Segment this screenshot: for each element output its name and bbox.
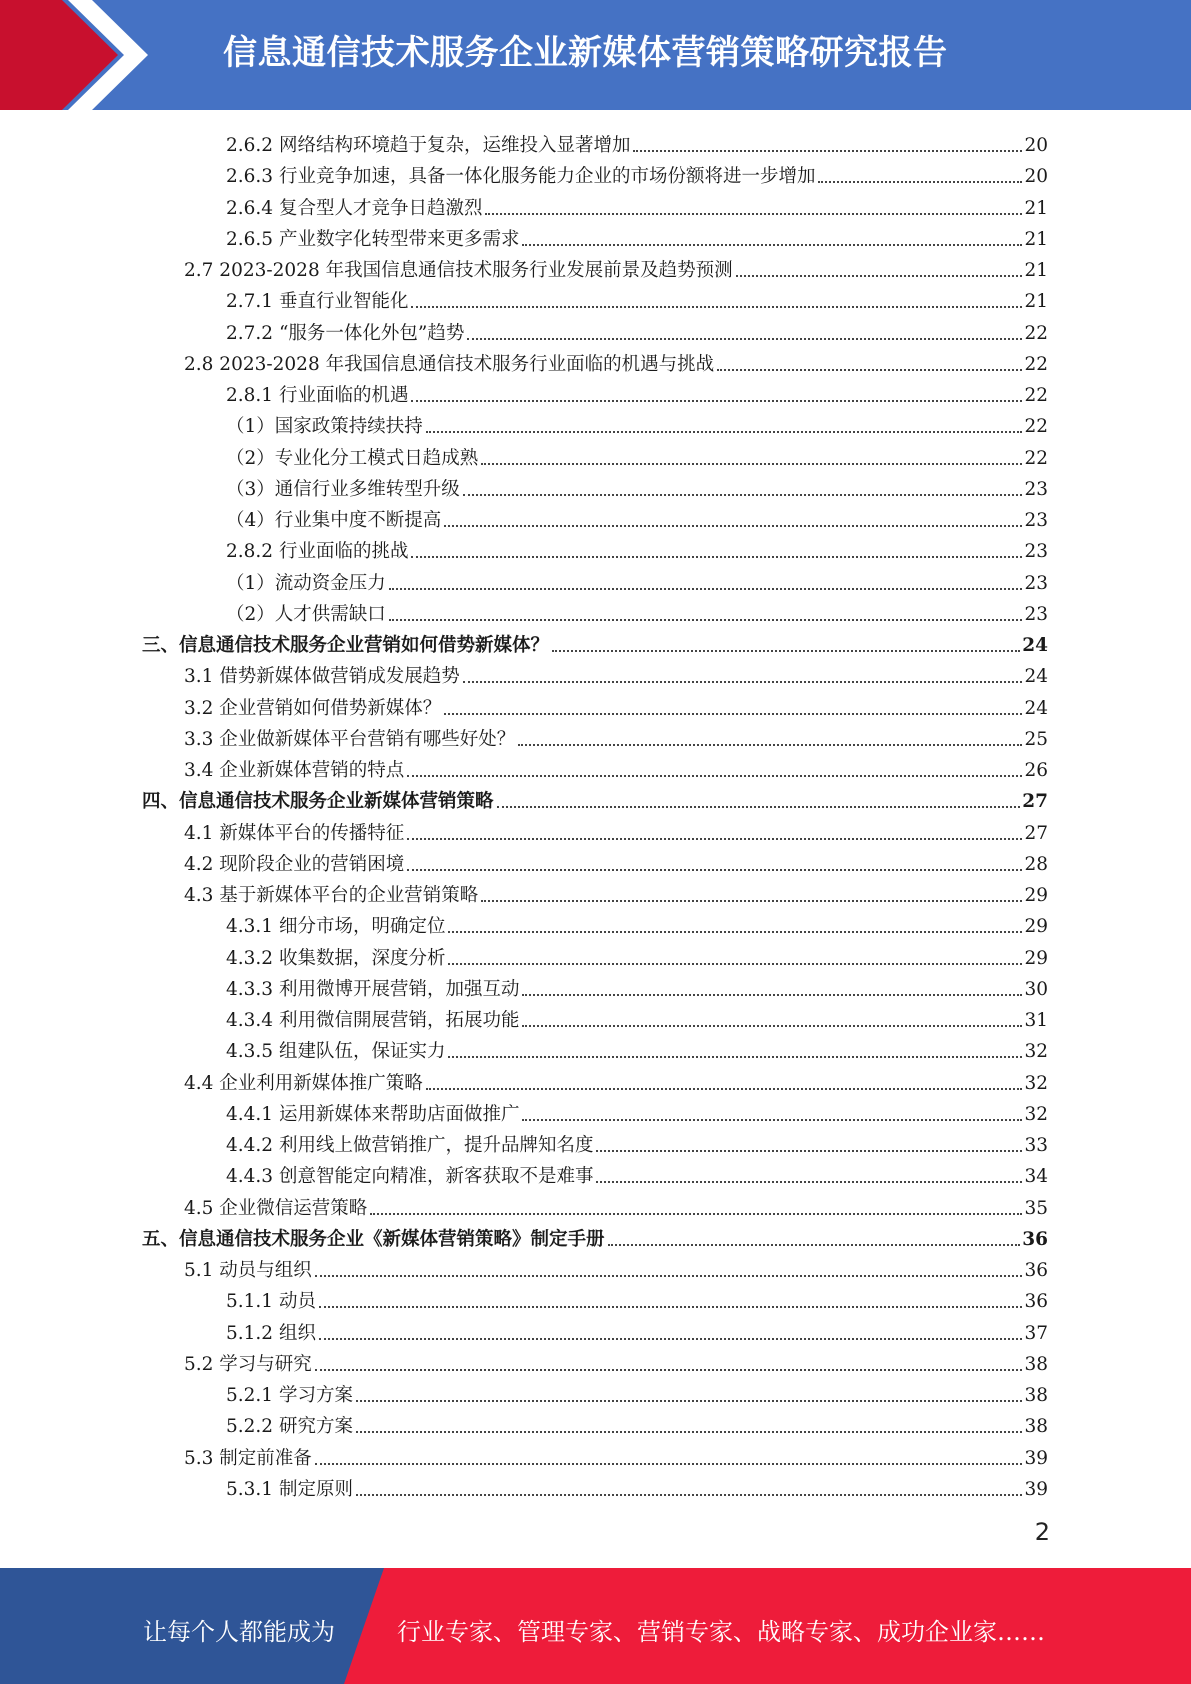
toc-entry-page: 22: [1024, 385, 1048, 406]
toc-entry-page: 23: [1024, 572, 1048, 594]
toc-entry-page: 32: [1024, 1072, 1048, 1094]
toc-entry[interactable]: [226, 596, 1048, 627]
toc-entry-title: 4.2 现阶段企业的营销困境: [184, 853, 405, 875]
footer-slogan-right: 行业专家、管理专家、营销专家、战略专家、成功企业家……: [397, 1618, 1045, 1646]
toc-entry[interactable]: [142, 783, 1048, 814]
toc-dot-leader: [319, 1338, 1023, 1340]
toc-entry[interactable]: [184, 658, 1048, 689]
toc-entry[interactable]: [184, 1190, 1048, 1221]
toc-dot-leader: [448, 1056, 1022, 1058]
toc-entry-page: 26: [1024, 760, 1048, 781]
toc-entry-title: 2.8.1 行业面临的机遇: [226, 385, 409, 406]
toc-entry-page: 30: [1024, 978, 1048, 1000]
toc-entry-title: 3.4 企业新媒体营销的特点: [184, 760, 405, 781]
toc-dot-leader: [736, 275, 1023, 277]
toc-entry-title: 2.6.5 产业数字化转型带来更多需求: [226, 228, 520, 250]
toc-dot-leader: [522, 1025, 1022, 1027]
toc-entry-page: 22: [1024, 322, 1048, 344]
toc-entry-title: 4.3.4 利用微信開展营销，拓展功能: [226, 1010, 520, 1031]
toc-entry-page: 25: [1024, 728, 1048, 750]
toc-entry[interactable]: [226, 1002, 1048, 1033]
toc-entry-page: 23: [1024, 478, 1048, 500]
toc-dot-leader: [356, 1400, 1023, 1402]
toc-dot-leader: [463, 494, 1023, 496]
toc-entry-title: 2.7 2023-2028 年我国信息通信技术服务行业发展前景及趋势预测: [184, 260, 733, 281]
toc-entry-page: 20: [1024, 135, 1048, 156]
toc-dot-leader: [467, 338, 1022, 340]
toc-entry-page: 33: [1024, 1135, 1048, 1156]
toc-entry-page: 23: [1024, 510, 1048, 531]
toc-entry-page: 38: [1024, 1353, 1048, 1375]
toc-dot-leader: [497, 806, 1021, 808]
toc-entry-page: 39: [1024, 1447, 1048, 1469]
toc-dot-leader: [389, 588, 1023, 590]
toc-entry[interactable]: [226, 502, 1048, 533]
toc-entry-page: 32: [1024, 1103, 1048, 1125]
toc-dot-leader: [518, 744, 1022, 746]
toc-dot-leader: [552, 650, 1020, 652]
toc-dot-leader: [596, 1181, 1022, 1183]
toc-entry-title: 五、信息通信技术服务企业《新媒体营销策略》制定手册: [142, 1228, 605, 1250]
toc-entry-title: 2.8.2 行业面临的挑战: [226, 541, 409, 563]
toc-entry[interactable]: [226, 408, 1048, 439]
toc-entry-title: 4.4.3 创意智能定向精准，新客获取不是难事: [226, 1166, 594, 1188]
toc-entry-title: 4.3 基于新媒体平台的企业营销策略: [184, 885, 479, 906]
toc-dot-leader: [818, 181, 1022, 183]
toc-dot-leader: [481, 463, 1022, 465]
toc-dot-leader: [356, 1431, 1023, 1433]
toc-entry-title: 3.2 企业营销如何借势新媒体？: [184, 697, 442, 719]
toc-entry-page: 24: [1022, 635, 1048, 656]
toc-entry-title: （3）通信行业多维转型升级: [226, 478, 460, 500]
toc-entry[interactable]: [226, 565, 1048, 596]
toc-entry[interactable]: [226, 1283, 1048, 1314]
page-number: 2: [1034, 1518, 1050, 1546]
toc-entry[interactable]: [226, 1127, 1048, 1158]
toc-dot-leader: [356, 1494, 1023, 1496]
toc-dot-leader: [426, 431, 1023, 433]
toc-dot-leader: [522, 994, 1022, 996]
toc-entry-title: 2.7.1 垂直行业智能化: [226, 291, 409, 313]
toc-entry[interactable]: [226, 1315, 1048, 1346]
toc-dot-leader: [370, 1213, 1022, 1215]
toc-entry[interactable]: [184, 1252, 1048, 1283]
toc-entry-page: 28: [1024, 853, 1048, 875]
toc-entry[interactable]: [226, 1408, 1048, 1439]
toc-dot-leader: [444, 713, 1022, 715]
toc-entry-title: 4.3.2 收集数据，深度分析: [226, 947, 446, 969]
toc-entry-page: 24: [1024, 697, 1048, 719]
toc-entry-title: 5.1 动员与组织: [184, 1260, 312, 1281]
toc-dot-leader: [485, 213, 1022, 215]
page-header: [0, 0, 1191, 110]
toc-entry-title: （1）国家政策持续扶持: [226, 416, 423, 438]
toc-entry-title: 4.1 新媒体平台的传播特征: [184, 822, 405, 844]
toc-entry-page: 29: [1024, 885, 1048, 906]
toc-entry-title: 5.3.1 制定原则: [226, 1478, 353, 1500]
toc-entry[interactable]: [226, 158, 1048, 189]
toc-entry[interactable]: [226, 471, 1048, 502]
toc-dot-leader: [481, 900, 1022, 902]
toc-entry[interactable]: [226, 971, 1048, 1002]
toc-entry-title: 4.5 企业微信运营策略: [184, 1197, 368, 1219]
toc-entry-page: 29: [1024, 947, 1048, 969]
toc-dot-leader: [407, 775, 1022, 777]
toc-entry-page: 36: [1024, 1260, 1048, 1281]
toc-entry-page: 37: [1024, 1322, 1048, 1344]
toc-dot-leader: [633, 150, 1022, 152]
toc-entry-title: 2.6.2 网络结构环境趋于复杂，运维投入显著增加: [226, 135, 631, 156]
toc-entry-title: （2）专业化分工模式日趋成熟: [226, 447, 479, 469]
toc-entry[interactable]: [226, 1033, 1048, 1064]
toc-entry-page: 21: [1024, 260, 1048, 281]
toc-entry[interactable]: [226, 315, 1048, 346]
toc-entry[interactable]: [184, 1346, 1048, 1377]
toc-entry[interactable]: [184, 721, 1048, 752]
toc-entry-page: 32: [1024, 1041, 1048, 1063]
toc-entry[interactable]: [226, 1471, 1048, 1502]
toc-entry[interactable]: [184, 815, 1048, 846]
toc-dot-leader: [463, 681, 1023, 683]
toc-dot-leader: [522, 1119, 1022, 1121]
toc-entry-title: 4.3.3 利用微博开展营销，加强互动: [226, 978, 520, 1000]
toc-dot-leader: [596, 1150, 1022, 1152]
toc-dot-leader: [315, 1369, 1023, 1371]
toc-dot-leader: [315, 1463, 1023, 1465]
toc-entry-page: 31: [1024, 1010, 1048, 1031]
toc-entry-page: 35: [1024, 1197, 1048, 1219]
toc-dot-leader: [411, 400, 1022, 402]
toc-dot-leader: [319, 1306, 1023, 1308]
toc-entry-title: 4.4.2 利用线上做营销推广，提升品牌知名度: [226, 1135, 594, 1156]
toc-entry-title: （2）人才供需缺口: [226, 603, 386, 625]
toc-dot-leader: [389, 619, 1023, 621]
toc-entry-page: 39: [1024, 1478, 1048, 1500]
toc-dot-leader: [411, 306, 1022, 308]
toc-entry-page: 34: [1024, 1166, 1048, 1188]
page-footer: [0, 1568, 1191, 1684]
toc-entry-page: 27: [1024, 822, 1048, 844]
toc-entry[interactable]: [184, 346, 1048, 377]
toc-dot-leader: [444, 525, 1022, 527]
chevron-logo-icon: [0, 0, 160, 110]
header-title: 信息通信技术服务企业新媒体营销策略研究报告: [223, 33, 948, 73]
toc-entry-title: 4.4 企业利用新媒体推广策略: [184, 1072, 423, 1094]
toc-entry-page: 38: [1024, 1385, 1048, 1406]
toc-entry-page: 36: [1022, 1228, 1048, 1250]
toc-entry[interactable]: [226, 440, 1048, 471]
toc-entry[interactable]: [226, 533, 1048, 564]
toc-dot-leader: [426, 1088, 1023, 1090]
toc-entry-page: 20: [1024, 166, 1048, 188]
toc-entry-title: 5.1.1 动员: [226, 1291, 316, 1313]
toc-entry-title: 三、信息通信技术服务企业营销如何借势新媒体？: [142, 635, 550, 656]
toc-entry-title: 5.2.1 学习方案: [226, 1385, 353, 1406]
toc-entry[interactable]: [226, 283, 1048, 314]
toc-entry[interactable]: [226, 190, 1048, 221]
toc-entry-page: 22: [1024, 447, 1048, 469]
toc-entry-page: 24: [1024, 666, 1048, 688]
toc-entry-title: 5.3 制定前准备: [184, 1447, 312, 1469]
toc-dot-leader: [407, 869, 1022, 871]
toc-entry-title: 四、信息通信技术服务企业新媒体营销策略: [142, 791, 494, 813]
toc-entry[interactable]: [226, 940, 1048, 971]
toc-dot-leader: [717, 369, 1022, 371]
toc-entry[interactable]: [184, 1440, 1048, 1471]
toc-entry[interactable]: [226, 908, 1048, 939]
toc-entry-title: （4）行业集中度不断提高: [226, 510, 442, 531]
toc-entry-title: 3.3 企业做新媒体平台营销有哪些好处？: [184, 728, 516, 750]
toc-entry[interactable]: [184, 252, 1048, 283]
toc-entry[interactable]: [142, 627, 1048, 658]
toc-entry[interactable]: [226, 1377, 1048, 1408]
toc-entry-page: 23: [1024, 603, 1048, 625]
toc-dot-leader: [448, 931, 1022, 933]
toc-entry-page: 29: [1024, 916, 1048, 938]
toc-entry[interactable]: [226, 1158, 1048, 1189]
toc-dot-leader: [522, 244, 1022, 246]
toc-entry[interactable]: [184, 690, 1048, 721]
toc-entry-title: 5.2 学习与研究: [184, 1353, 312, 1375]
toc-entry[interactable]: [226, 1096, 1048, 1127]
toc-entry-page: 38: [1024, 1416, 1048, 1438]
footer-slogan-left: 让每个人都能成为: [143, 1618, 335, 1646]
toc-entry[interactable]: [184, 877, 1048, 908]
toc-entry-title: 2.8 2023-2028 年我国信息通信技术服务行业面临的机遇与挑战: [184, 353, 715, 375]
toc-dot-leader: [315, 1275, 1023, 1277]
toc-entry[interactable]: [184, 1065, 1048, 1096]
toc-entry-title: 2.6.4 复合型人才竞争日趋激烈: [226, 197, 483, 219]
toc-entry-page: 21: [1024, 291, 1048, 313]
toc-entry-page: 27: [1022, 791, 1048, 813]
toc-entry-title: 3.1 借势新媒体做营销成发展趋势: [184, 666, 460, 688]
toc-entry-title: 2.6.3 行业竞争加速，具备一体化服务能力企业的市场份额将进一步增加: [226, 166, 816, 188]
toc-entry[interactable]: [226, 377, 1048, 408]
toc-dot-leader: [448, 963, 1022, 965]
toc-entry[interactable]: [226, 221, 1048, 252]
toc-entry[interactable]: [184, 846, 1048, 877]
toc-entry-page: 22: [1024, 353, 1048, 375]
toc-entry-page: 23: [1024, 541, 1048, 563]
toc-entry-title: 5.1.2 组织: [226, 1322, 316, 1344]
toc-dot-leader: [608, 1244, 1021, 1246]
toc-entry-title: 4.3.5 组建队伍，保证实力: [226, 1041, 446, 1063]
toc-entry-title: （1）流动资金压力: [226, 572, 386, 594]
toc-entry[interactable]: [142, 1221, 1048, 1252]
toc-entry-page: 21: [1024, 197, 1048, 219]
toc-entry-title: 4.3.1 细分市场，明确定位: [226, 916, 446, 938]
toc-entry[interactable]: [226, 127, 1048, 158]
toc-entry-title: 2.7.2 “服务一体化外包”趋势: [226, 322, 465, 344]
toc-entry-page: 21: [1024, 228, 1048, 250]
toc-entry-title: 5.2.2 研究方案: [226, 1416, 353, 1438]
toc-dot-leader: [411, 556, 1022, 558]
toc-dot-leader: [407, 838, 1022, 840]
toc-entry[interactable]: [184, 752, 1048, 783]
toc-entry-page: 36: [1024, 1291, 1048, 1313]
toc-entry-page: 22: [1024, 416, 1048, 438]
toc-entry-title: 4.4.1 运用新媒体来帮助店面做推广: [226, 1103, 520, 1125]
